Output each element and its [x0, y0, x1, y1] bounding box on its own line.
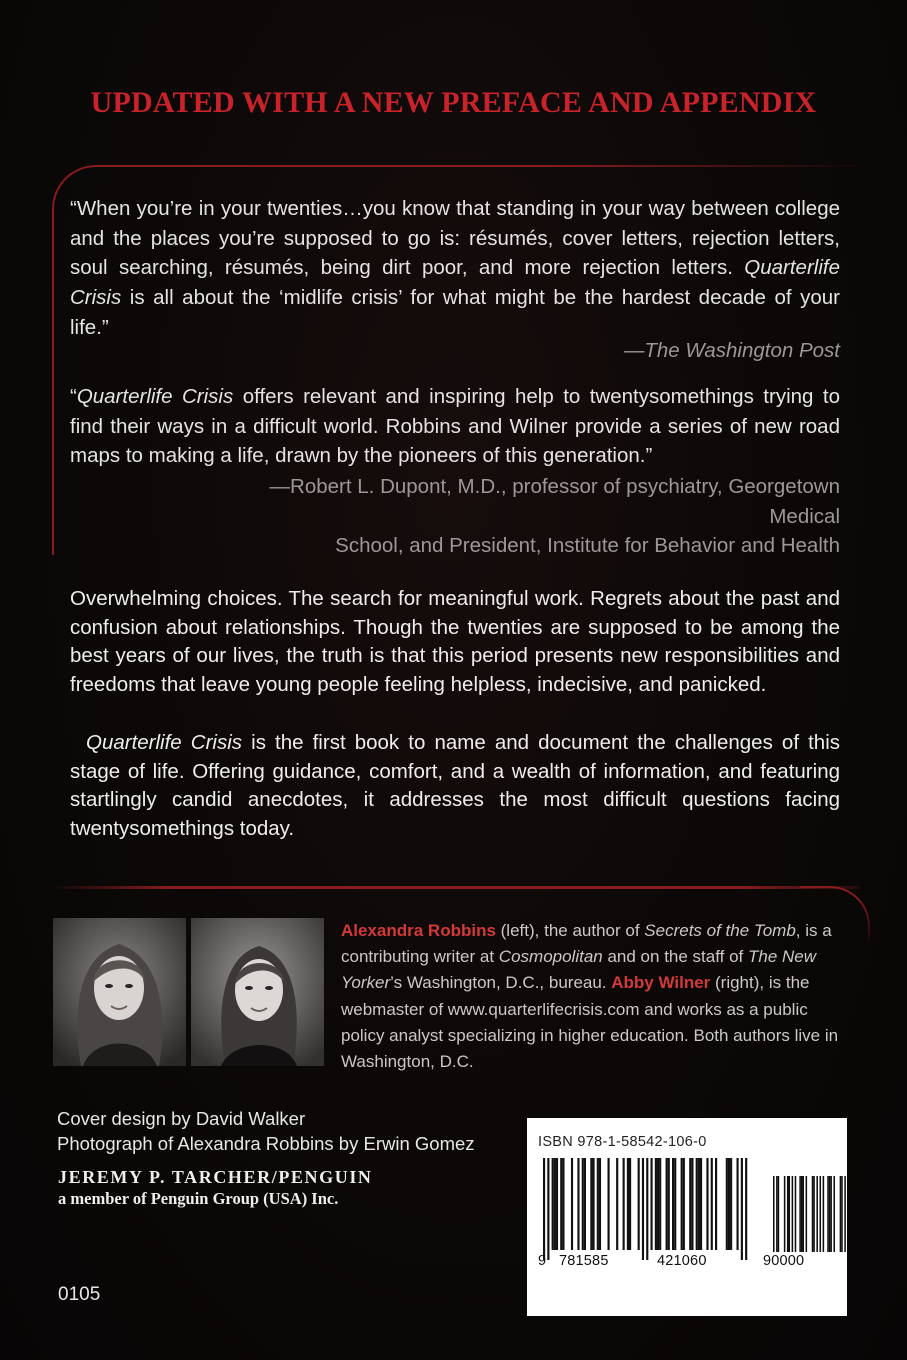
isbn-text: ISBN 978-1-58542-106-0	[538, 1134, 707, 1150]
bio-text-5: (right), is the webmaster of www.quarterlifecrisis.com and works as a public policy analyst specializing in higher education. Both authors live in Washington, D.C.	[341, 973, 839, 1072]
praise-quote-2-part-1: “	[70, 385, 77, 408]
bio-magazine-2: The New Yorker	[341, 947, 817, 993]
barcode-bar	[590, 1158, 592, 1250]
publisher-name: JEREMY P. TARCHER/PENGUIN	[58, 1167, 373, 1187]
barcode-addon-bar	[778, 1176, 780, 1252]
barcode-addon-bar	[823, 1176, 825, 1252]
barcode-addon-bar	[784, 1176, 786, 1252]
barcode-addon-bar	[816, 1176, 818, 1252]
barcode-bar	[726, 1158, 728, 1250]
barcode-bar	[655, 1158, 657, 1250]
barcode-digits-group-1: 781585	[559, 1253, 609, 1269]
praise-quote-1-part-1: “When you’re in your twenties…you know that standing in your way between college and the places you’re supposed to go is: résumés, cover letters, rejection letters, soul searching, résumés, being dirt poor, and more rejection letters.	[70, 197, 840, 280]
barcode-bar	[571, 1158, 573, 1250]
barcode-bar	[554, 1158, 556, 1250]
barcode-bar	[741, 1158, 743, 1260]
book-title-italic: Quarterlife Crisis	[86, 731, 243, 754]
barcode-addon-bar	[795, 1176, 797, 1252]
barcode-bar	[745, 1158, 747, 1260]
barcode-bar	[584, 1158, 586, 1250]
barcode-bar	[627, 1158, 629, 1250]
barcode-bar	[691, 1158, 693, 1250]
barcode-bar	[651, 1158, 653, 1250]
barcode-panel	[527, 1118, 847, 1316]
barcode-addon-bar	[773, 1176, 775, 1252]
barcode-addon-bar	[789, 1176, 791, 1252]
bio-text-1: (left), the author of	[495, 921, 645, 940]
barcode-digits-group-2: 421060	[657, 1253, 707, 1269]
praise-quote-2	[70, 382, 840, 471]
barcode-bar	[696, 1158, 698, 1250]
barcode-bar	[689, 1158, 691, 1250]
cover-credits	[57, 1107, 527, 1156]
barcode-bar	[608, 1158, 610, 1250]
praise-attribution-2	[200, 472, 840, 561]
barcode-bar	[683, 1158, 685, 1250]
barcode-addon-digits: 90000	[763, 1253, 805, 1269]
barcode-addon-bar	[841, 1176, 843, 1252]
barcode-bar	[616, 1158, 618, 1250]
praise-quote-1	[70, 194, 840, 343]
headline: UPDATED WITH A NEW PREFACE AND APPENDIX	[90, 86, 817, 119]
praise-quote-1-part-3: is all about the ‘midlife crisis’ for what might be the hardest decade of your life.”	[70, 286, 840, 339]
barcode-addon-bar	[799, 1176, 801, 1252]
barcode-addon-bar	[827, 1176, 829, 1252]
barcode-bars	[527, 1118, 847, 1316]
description-paragraph-1: Overwhelming choices. The search for meaningful work. Regrets about the past and confusion about relationships. Though the twenties are supposed to be among the best years of our lives, the truth is that this period presents new responsibilities and freedoms that leave young people feeling helpless, indecisive, and panicked.	[70, 587, 840, 696]
author-name-1: Alexandra Robbins	[341, 921, 496, 940]
bio-book-title: Secrets of the Tomb	[644, 921, 796, 940]
barcode-bar	[666, 1158, 668, 1250]
portrait-right-image	[191, 918, 324, 1066]
barcode-addon-bar	[801, 1176, 803, 1252]
barcode-bar	[706, 1158, 708, 1250]
bio-magazine-1: Cosmopolitan	[498, 947, 603, 967]
barcode-addon-bar	[812, 1176, 814, 1252]
attribution-2-line-2: School, and President, Institute for Behavior and Health	[335, 534, 840, 558]
barcode-addon-bar	[806, 1176, 808, 1252]
portrait-left-image	[53, 918, 186, 1066]
author-name-2: Abby Wilner	[611, 973, 711, 993]
author-photo-left	[53, 918, 186, 1066]
barcode-addon-bar	[830, 1176, 832, 1252]
praise-quote-1-part-2: Quarterlife Crisis	[70, 256, 840, 310]
barcode-bar	[638, 1158, 640, 1250]
publisher-block	[58, 1166, 528, 1210]
barcode-bar	[700, 1158, 702, 1250]
barcode-addon-bar	[829, 1176, 831, 1252]
bio-text-2: , is a contributing writer at	[341, 921, 832, 967]
barcode-bar	[599, 1158, 601, 1250]
author-divider-line	[50, 886, 860, 889]
barcode-bar	[543, 1158, 545, 1260]
barcode-addon-bar	[802, 1176, 804, 1252]
barcode-bar	[547, 1158, 549, 1260]
barcode-bar	[737, 1158, 739, 1250]
barcode-bar	[642, 1158, 644, 1260]
bio-text-3: and on the staff of	[602, 947, 748, 967]
praise-attribution-1: —The Washington Post	[623, 339, 840, 362]
barcode-addon-bar	[833, 1176, 835, 1252]
barcode-bar	[592, 1158, 594, 1250]
barcode-addon-bar	[813, 1176, 815, 1252]
barcode-bar	[577, 1158, 579, 1250]
barcode-bar	[672, 1158, 674, 1250]
barcode-digit-first: 9	[538, 1253, 547, 1269]
barcode-bar	[582, 1158, 584, 1250]
barcode-bar	[552, 1158, 554, 1250]
barcode-bar	[674, 1158, 676, 1250]
barcode-addon-bar	[844, 1176, 846, 1252]
publisher-member-line: a member of Penguin Group (USA) Inc.	[58, 1189, 339, 1208]
barcode-bar	[556, 1158, 558, 1250]
barcode-bar	[730, 1158, 732, 1250]
barcode-bar	[681, 1158, 683, 1250]
barcode-bar	[715, 1158, 717, 1250]
barcode-bar	[668, 1158, 670, 1250]
barcode-bar	[597, 1158, 599, 1250]
barcode-bar	[657, 1158, 659, 1250]
praise-quote-2-part-3: offers relevant and inspiring help to twentysomethings trying to find their ways in a difficult world. Robbins and Wilner provide a series of new road maps to making a life, drawn by the pioneers of this generation.”	[70, 385, 840, 468]
attribution-2-line-1: —Robert L. Dupont, M.D., professor of psychiatry, Georgetown Medical	[269, 475, 840, 528]
description-paragraph-2	[70, 729, 840, 843]
barcode-addon-bar	[776, 1176, 778, 1252]
praise-quote-2-part-2: Quarterlife Crisis	[76, 385, 234, 408]
barcode-addon-bar	[792, 1176, 794, 1252]
author-photo-right	[191, 918, 324, 1066]
description-paragraph-2-text: is the first book to name and document the challenges of this stage of life. Offering guidance, comfort, and a wealth of information, and featuring startlingly candid anecdotes, it addresses the most difficult questions facing twentysomethings today.	[70, 731, 841, 840]
barcode-bar	[646, 1158, 648, 1260]
photo-credit: Photograph of Alexandra Robbins by Erwin Gomez	[57, 1132, 475, 1154]
barcode-addon-bar	[787, 1176, 789, 1252]
author-bio	[341, 918, 846, 1075]
barcode-bar	[560, 1158, 562, 1250]
barcode-bar	[629, 1158, 631, 1250]
barcode-bar	[562, 1158, 564, 1250]
price-code: 0105	[58, 1284, 101, 1305]
barcode-addon-bar	[840, 1176, 842, 1252]
barcode-bar	[623, 1158, 625, 1250]
barcode-bar	[711, 1158, 713, 1250]
cover-design-credit: Cover design by David Walker	[57, 1108, 306, 1129]
barcode-bar	[698, 1158, 700, 1250]
barcode-bar	[659, 1158, 661, 1250]
barcode-bar	[728, 1158, 730, 1250]
bio-text-4: ’s Washington, D.C., bureau.	[390, 973, 612, 993]
barcode-addon-bar	[820, 1176, 822, 1252]
